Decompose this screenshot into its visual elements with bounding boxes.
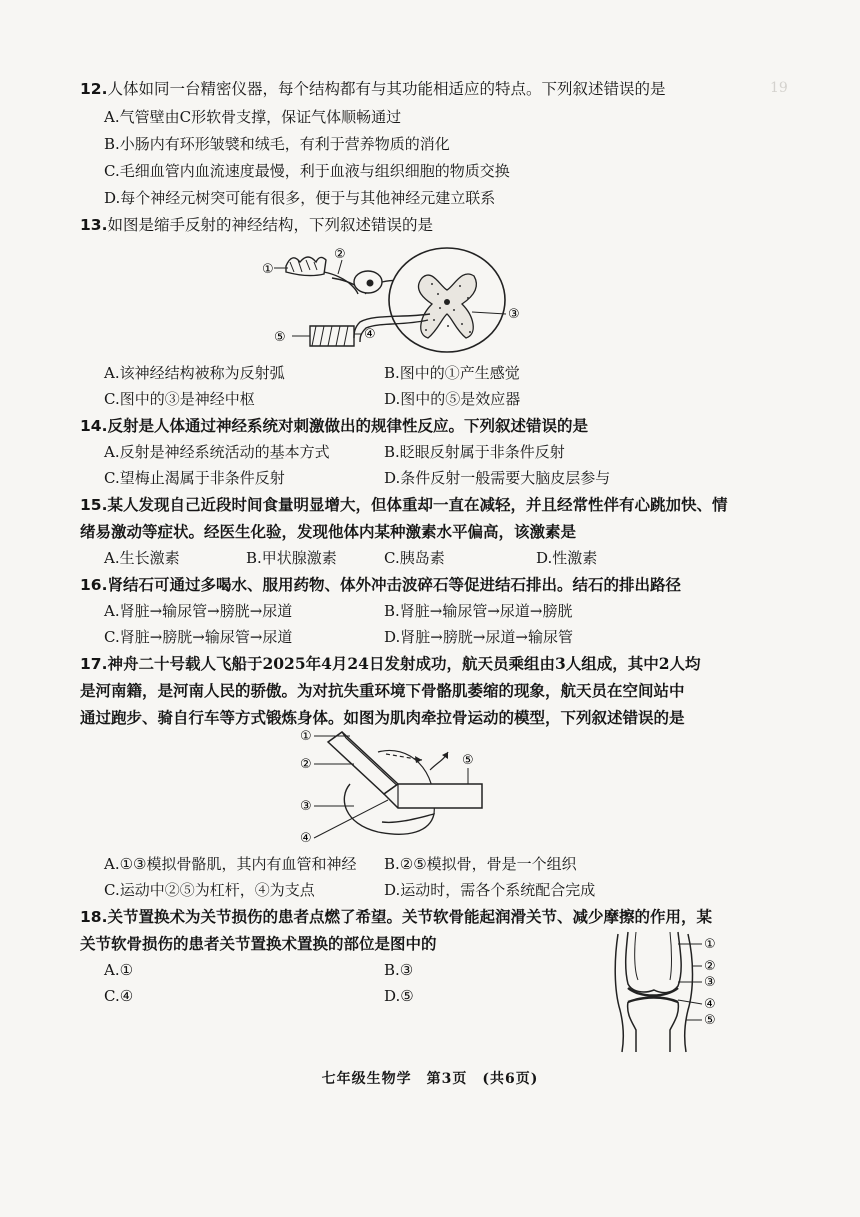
muscle-stripes <box>312 326 348 346</box>
fig-label-1: ① <box>300 729 312 744</box>
fig-label-2: ② <box>334 247 346 262</box>
knee-joint-figure <box>614 930 718 1054</box>
question-number: 12. <box>80 80 108 98</box>
option-c: C.望梅止渴属于非条件反射 <box>104 469 285 487</box>
capsule-left <box>615 934 623 1052</box>
option-d: D.⑤ <box>384 987 414 1005</box>
option-d: D.性激素 <box>536 549 598 567</box>
question-16 <box>80 571 740 599</box>
central-canal <box>444 299 450 305</box>
option-a: A.气管壁由C形软骨支撑，保证气体顺畅通过 <box>104 108 402 126</box>
option-c: C.肾脏→膀胱→输尿管→尿道 <box>104 628 293 646</box>
fig-label-5: ⑤ <box>704 1013 716 1028</box>
fig-label-5: ⑤ <box>274 330 286 345</box>
fig-label-4: ④ <box>300 831 312 846</box>
question-18 <box>80 903 740 931</box>
question-17 <box>80 650 740 678</box>
lower-cartilage <box>628 998 678 1003</box>
question-stem-line-1: 某人发现自己近段时间食量明显增大，但体重却一直在减轻，并且经常性伴有心跳加快、情 <box>107 495 728 514</box>
question-stem-line-2: 是河南籍，是河南人民的骄傲。为对抗失重环境下骨骼肌萎缩的现象，航天员在空间站中 <box>80 681 685 700</box>
question-number: 18. <box>80 908 108 926</box>
sensory-nerve <box>324 272 358 294</box>
option-c: C.胰岛素 <box>384 549 445 567</box>
femur <box>626 932 681 993</box>
fig-label-3: ③ <box>508 307 520 322</box>
fig-label-4: ④ <box>704 997 716 1012</box>
option-b: B.肾脏→输尿管→尿道→膀胱 <box>384 602 573 620</box>
fig-label-3: ③ <box>300 799 312 814</box>
fig-label-1: ① <box>704 937 716 952</box>
reflex-arc-figure <box>262 238 532 356</box>
upper-bone <box>328 732 398 794</box>
question-18-line-2 <box>80 930 600 957</box>
leader-2 <box>338 260 342 274</box>
fig-label-2: ② <box>300 757 312 772</box>
tibia <box>628 1002 679 1052</box>
option-a: A.① <box>104 961 134 979</box>
question-number: 17. <box>80 655 108 673</box>
option-a: A.肾脏→输尿管→膀胱→尿道 <box>104 602 293 620</box>
option-b: B.图中的①产生感觉 <box>384 364 520 382</box>
question-stem-line-1: 关节置换术为关节损伤的患者点燃了希望。关节软骨能起润滑关节、减少摩擦的作用，某 <box>107 907 712 926</box>
question-stem-line-1: 神舟二十号载人飞船于2025年4月24日发射成功，航天员乘组由3人组成，其中2人均 <box>107 654 701 673</box>
fig-label-3: ③ <box>704 975 716 990</box>
fig-label-1: ① <box>262 262 274 277</box>
question-stem: 反射是人体通过神经系统对刺激做出的规律性反应。下列叙述错误的是 <box>107 416 588 435</box>
option-c: C.图中的③是神经中枢 <box>104 390 255 408</box>
page-footer: 七年级生物学 第3页 (共6页) <box>321 1071 539 1087</box>
option-b: B.②⑤模拟骨，骨是一个组织 <box>384 855 577 873</box>
option-b: B.小肠内有环形皱襞和绒毛，有利于营养物质的消化 <box>104 135 450 153</box>
question-stem: 肾结石可通过多喝水、服用药物、体外冲击波碎石等促进结石排出。结石的排出路径 <box>107 575 681 594</box>
option-a: A.该神经结构被称为反射弧 <box>104 364 285 382</box>
option-d: D.运动时，需各个系统配合完成 <box>384 881 596 899</box>
question-number: 15. <box>80 496 108 514</box>
question-stem-line-2: 绪易激动等症状。经医生化验，发现他体内某种激素水平偏高，该激素是 <box>80 522 577 541</box>
muscle-bone-model-figure <box>298 728 498 848</box>
question-15-line-2 <box>80 518 740 545</box>
option-c: C.④ <box>104 987 134 1005</box>
question-stem: 如图是缩手反射的神经结构，下列叙述错误的是 <box>107 216 433 234</box>
option-c: C.毛细血管内血流速度最慢，利于血液与组织细胞的物质交换 <box>104 162 510 180</box>
question-17-line-3 <box>80 704 740 731</box>
option-b: B.③ <box>384 961 414 979</box>
question-13 <box>80 212 740 239</box>
question-12 <box>80 76 740 103</box>
question-stem-line-2: 关节软骨损伤的患者关节置换术置换的部位是图中的 <box>80 934 437 953</box>
question-stem: 人体如同一台精密仪器，每个结构都有与其功能相适应的特点。下列叙述错误的是 <box>107 80 666 98</box>
question-17-line-2 <box>80 677 740 704</box>
option-b: B.甲状腺激素 <box>246 549 337 567</box>
option-a: A.①③模拟骨骼肌，其内有血管和神经 <box>104 855 357 873</box>
lower-bone <box>384 784 482 808</box>
question-stem-line-3: 通过跑步、骑自行车等方式锻炼身体。如图为肌肉牵拉骨运动的模型，下列叙述错误的是 <box>80 708 685 727</box>
option-d: D.条件反射一般需要大脑皮层参与 <box>384 469 611 487</box>
option-d: D.肾脏→膀胱→尿道→输尿管 <box>384 628 573 646</box>
question-14 <box>80 412 740 440</box>
question-number: 13. <box>80 216 108 234</box>
ganglion-cell <box>367 280 374 287</box>
option-b: B.眨眼反射属于非条件反射 <box>384 443 565 461</box>
option-a: A.反射是神经系统活动的基本方式 <box>104 443 330 461</box>
receptor-hatch <box>290 260 317 272</box>
question-number: 14. <box>80 417 108 435</box>
bleed-through: 19 <box>770 80 788 96</box>
option-d: D.图中的⑤是效应器 <box>384 390 521 408</box>
option-a: A.生长激素 <box>104 549 180 567</box>
question-number: 16. <box>80 576 108 594</box>
capsule-right <box>685 934 693 1052</box>
question-15 <box>80 491 740 519</box>
fig-label-5: ⑤ <box>462 753 474 768</box>
fig-label-2: ② <box>704 959 716 974</box>
option-c: C.运动中②⑤为杠杆，④为支点 <box>104 881 315 899</box>
fig-label-4: ④ <box>364 327 376 342</box>
option-d: D.每个神经元树突可能有很多，便于与其他神经元建立联系 <box>104 189 496 207</box>
